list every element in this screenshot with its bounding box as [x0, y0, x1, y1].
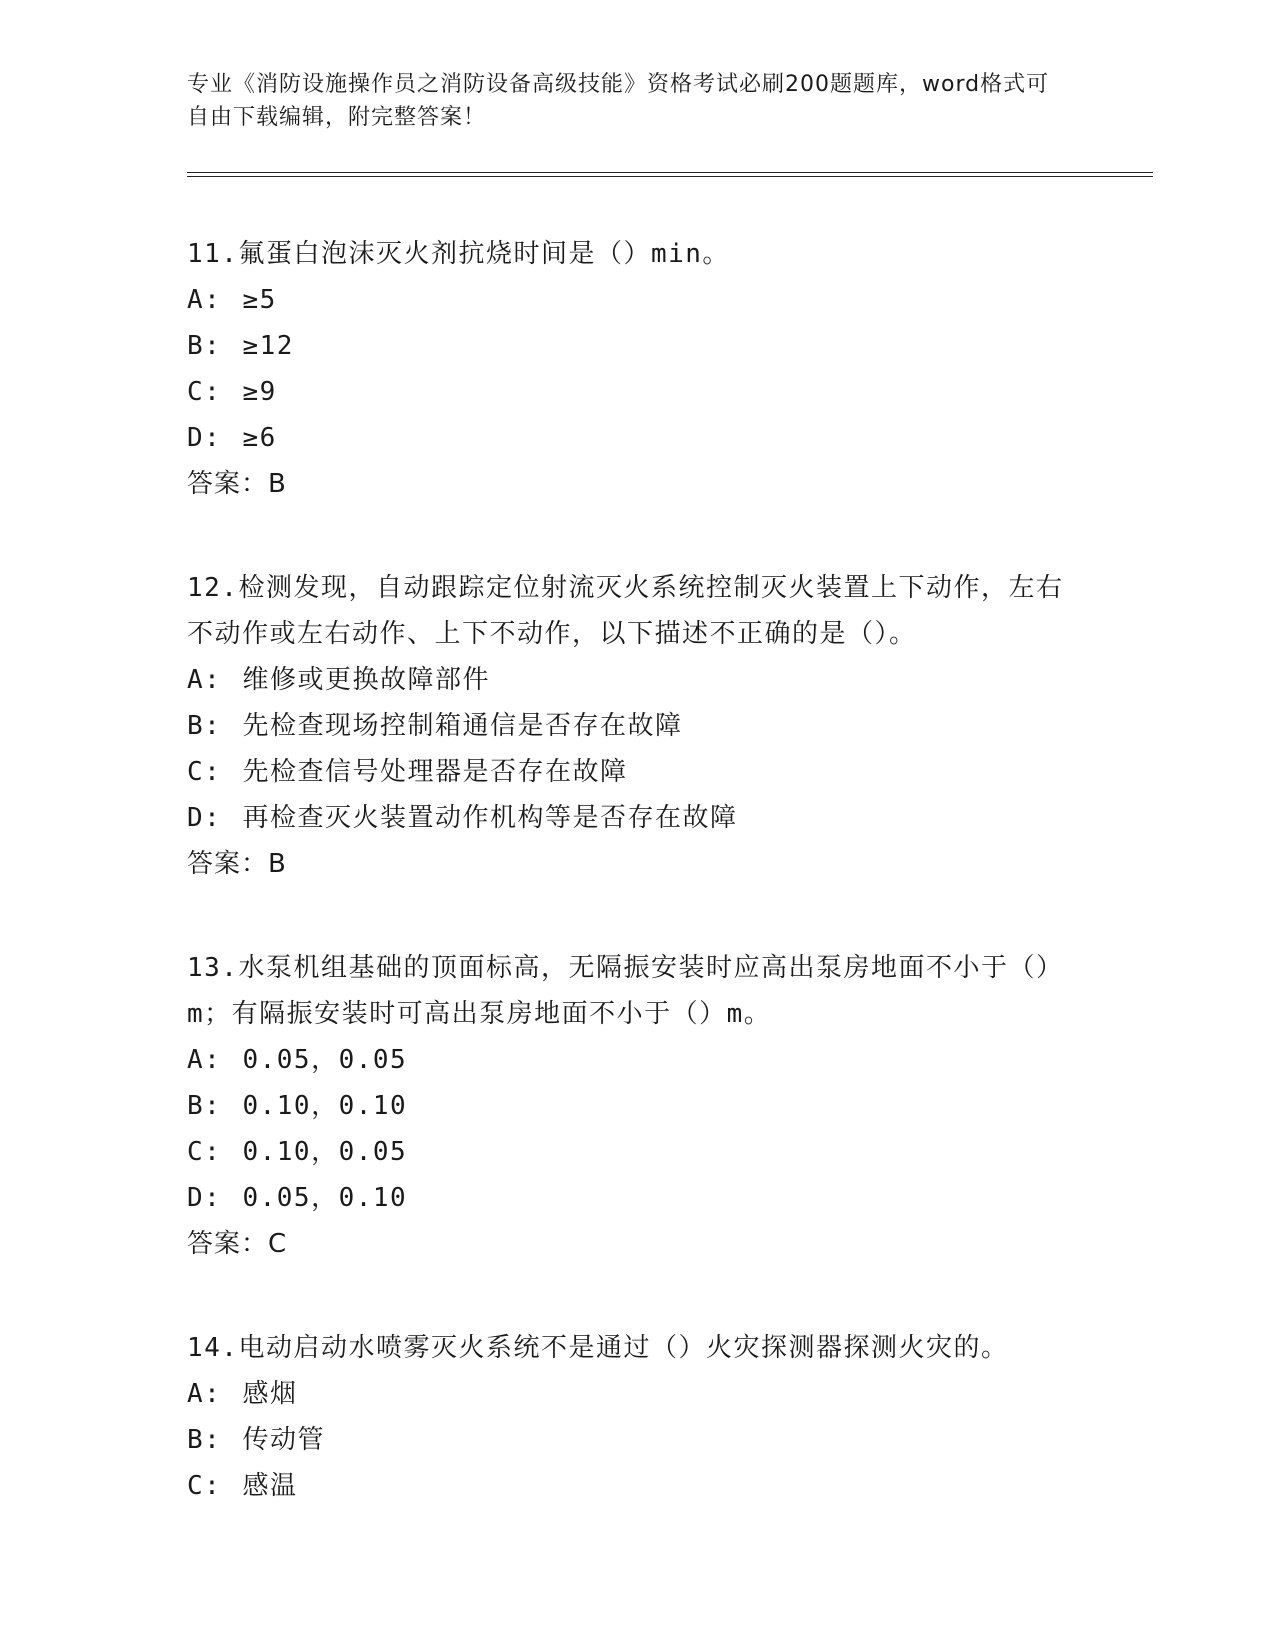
option-key: D: — [187, 423, 222, 453]
answer-line: 答案：B — [187, 469, 287, 499]
document-page — [187, 68, 1147, 1567]
question-stem: 14.电动启动水喷雾灭火系统不是通过（）火灾探测器探测火灾的。 — [187, 1333, 1009, 1363]
option-key: C: — [187, 1471, 222, 1501]
option-key: A: — [187, 665, 222, 695]
option-text: 再检查灭火装置动作机构等是否存在故障 — [242, 803, 738, 833]
option-key: B: — [187, 331, 222, 361]
answer-line: 答案：C — [187, 1229, 288, 1259]
question-stem: 12.检测发现，自动跟踪定位射流灭火系统控制灭火装置上下动作，左右不动作或左右动作、上下不动作，以下描述不正确的是（）。 — [187, 573, 1064, 649]
option-text: ≥5 — [242, 285, 277, 315]
option-text: ≥12 — [242, 331, 294, 361]
option-c — [187, 369, 1147, 415]
option-text: 传动管 — [242, 1425, 325, 1455]
option-b — [187, 703, 1147, 749]
question-12 — [187, 565, 1147, 887]
option-d — [187, 795, 1147, 841]
option-text: 0.10，0.05 — [242, 1137, 408, 1167]
option-key: B: — [187, 711, 222, 741]
option-d — [187, 415, 1147, 461]
option-key: D: — [187, 1183, 222, 1213]
option-key: A: — [187, 1045, 222, 1075]
question-11 — [187, 231, 1147, 507]
option-d — [187, 1175, 1147, 1221]
option-key: B: — [187, 1091, 222, 1121]
header-double-rule — [187, 172, 1153, 177]
option-key: D: — [187, 803, 222, 833]
option-b — [187, 1083, 1147, 1129]
option-key: C: — [187, 377, 222, 407]
option-b — [187, 1417, 1147, 1463]
option-text: 先检查信号处理器是否存在故障 — [242, 757, 628, 787]
option-c — [187, 1129, 1147, 1175]
option-key: B: — [187, 1425, 222, 1455]
option-text: 0.05，0.10 — [242, 1183, 408, 1213]
option-a — [187, 1037, 1147, 1083]
option-text: 先检查现场控制箱通信是否存在故障 — [242, 711, 683, 741]
question-13 — [187, 945, 1147, 1267]
answer-line: 答案：B — [187, 849, 287, 879]
option-key: C: — [187, 757, 222, 787]
option-text: ≥9 — [242, 377, 277, 407]
question-list — [187, 231, 1147, 1509]
option-text: 维修或更换故障部件 — [242, 665, 490, 695]
question-14 — [187, 1325, 1147, 1509]
option-key: A: — [187, 285, 222, 315]
option-key: A: — [187, 1379, 222, 1409]
option-a — [187, 277, 1147, 323]
option-b — [187, 323, 1147, 369]
option-a — [187, 1371, 1147, 1417]
option-text: 感温 — [242, 1471, 298, 1501]
option-text: ≥6 — [242, 423, 277, 453]
option-text: 0.10，0.10 — [242, 1091, 408, 1121]
document-header-text: 专业《消防设施操作员之消防设备高级技能》资格考试必刷200题题库，word格式可自由下载编辑，附完整答案！ — [187, 72, 1050, 130]
question-stem: 11.氟蛋白泡沫灭火剂抗烧时间是（）min。 — [187, 239, 730, 269]
option-c — [187, 749, 1147, 795]
option-c — [187, 1463, 1147, 1509]
option-key: C: — [187, 1137, 222, 1167]
option-text: 感烟 — [242, 1379, 298, 1409]
option-text: 0.05，0.05 — [242, 1045, 408, 1075]
question-stem: 13.水泵机组基础的顶面标高，无隔振安装时应高出泵房地面不小于（）m；有隔振安装时可高出泵房地面不小于（）m。 — [187, 953, 1064, 1029]
option-a — [187, 657, 1147, 703]
